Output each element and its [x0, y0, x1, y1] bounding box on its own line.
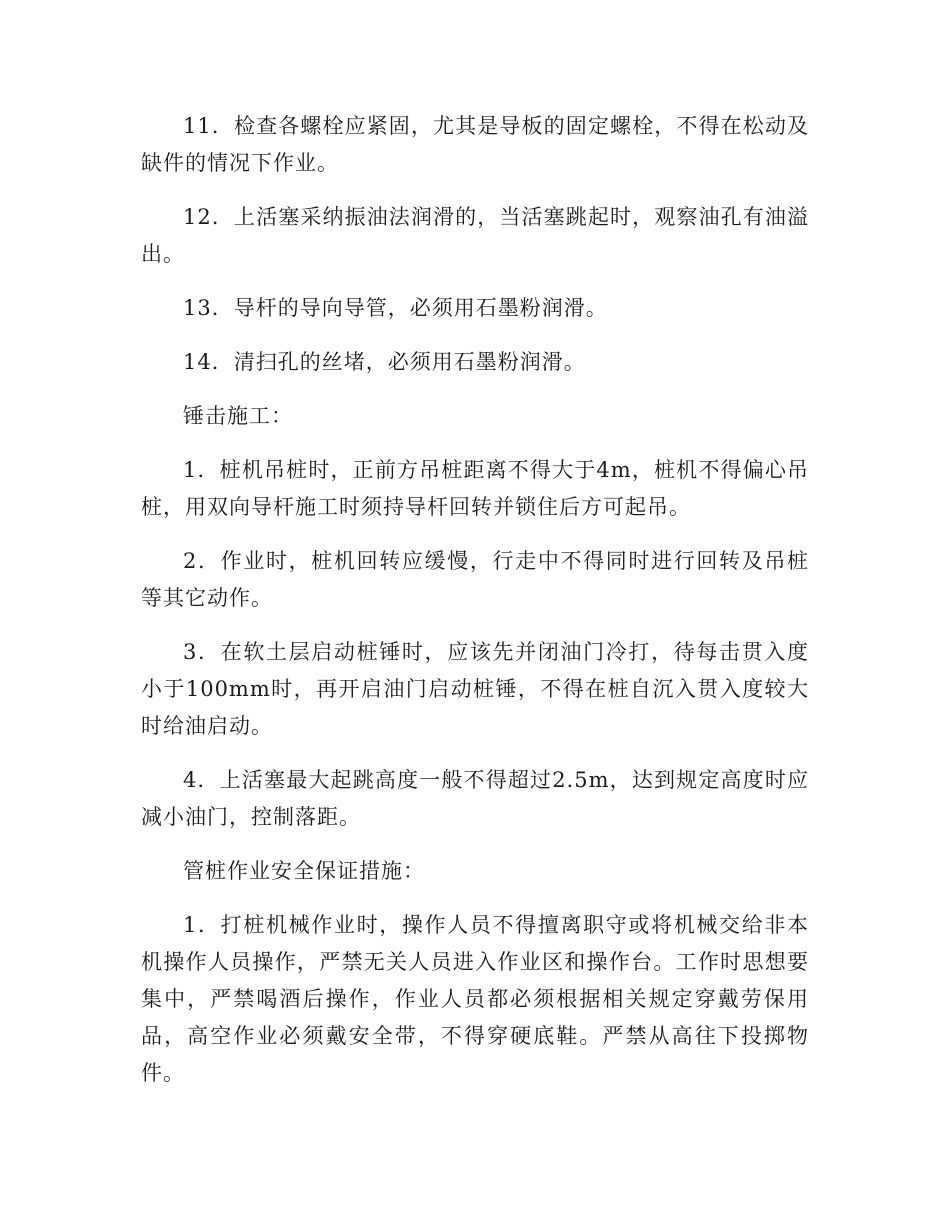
- paragraph-safety-1: 1．打桩机械作业时，操作人员不得擅离职守或将机械交给非本机操作人员操作，严禁无关人员进入作业区和操作台。工作时思想要集中，严禁喝酒后操作，作业人员都必须根据相关规定穿戴劳保用品，高空作业必须戴安全带，不得穿硬底鞋。严禁从高往下投掷物件。: [141, 913, 809, 1085]
- paragraph-hammer-3: 3．在软土层启动桩锤时，应该先并闭油门冷打，待每击贯入度小于100mm时，再开启油门启动桩锤，不得在桩自沉入贯入度较大时给油启动。: [141, 640, 809, 738]
- paragraph-item-13: 13．导杆的导向导管，必须用石墨粉润滑。: [183, 296, 608, 320]
- paragraph-hammer-4: 4．上活塞最大起跳高度一般不得超过2.5m，达到规定高度时应减小油门，控制落距。: [141, 768, 809, 829]
- paragraph-item-12: 12．上活塞采纳振油法润滑的，当活塞跳起时，观察油孔有油溢出。: [141, 205, 809, 266]
- document-body: [141, 108, 809, 1092]
- section-heading-hammering: 锤击施工：: [183, 404, 293, 428]
- paragraph-hammer-2: 2．作业时，桩机回转应缓慢，行走中不得同时进行回转及吊桩等其它动作。: [141, 549, 809, 610]
- paragraph-item-11: 11．检查各螺栓应紧固，尤其是导板的固定螺栓，不得在松动及缺件的情况下作业。: [141, 114, 809, 175]
- section-heading-pile-safety: 管桩作业安全保证措施：: [183, 859, 425, 883]
- paragraph-hammer-1: 1．桩机吊桩时，正前方吊桩距离不得大于4m，桩机不得偏心吊桩，用双向导杆施工时须持导杆回转并锁住后方可起吊。: [141, 458, 809, 519]
- paragraph-item-14: 14．清扫孔的丝堵，必须用石墨粉润滑。: [183, 350, 586, 374]
